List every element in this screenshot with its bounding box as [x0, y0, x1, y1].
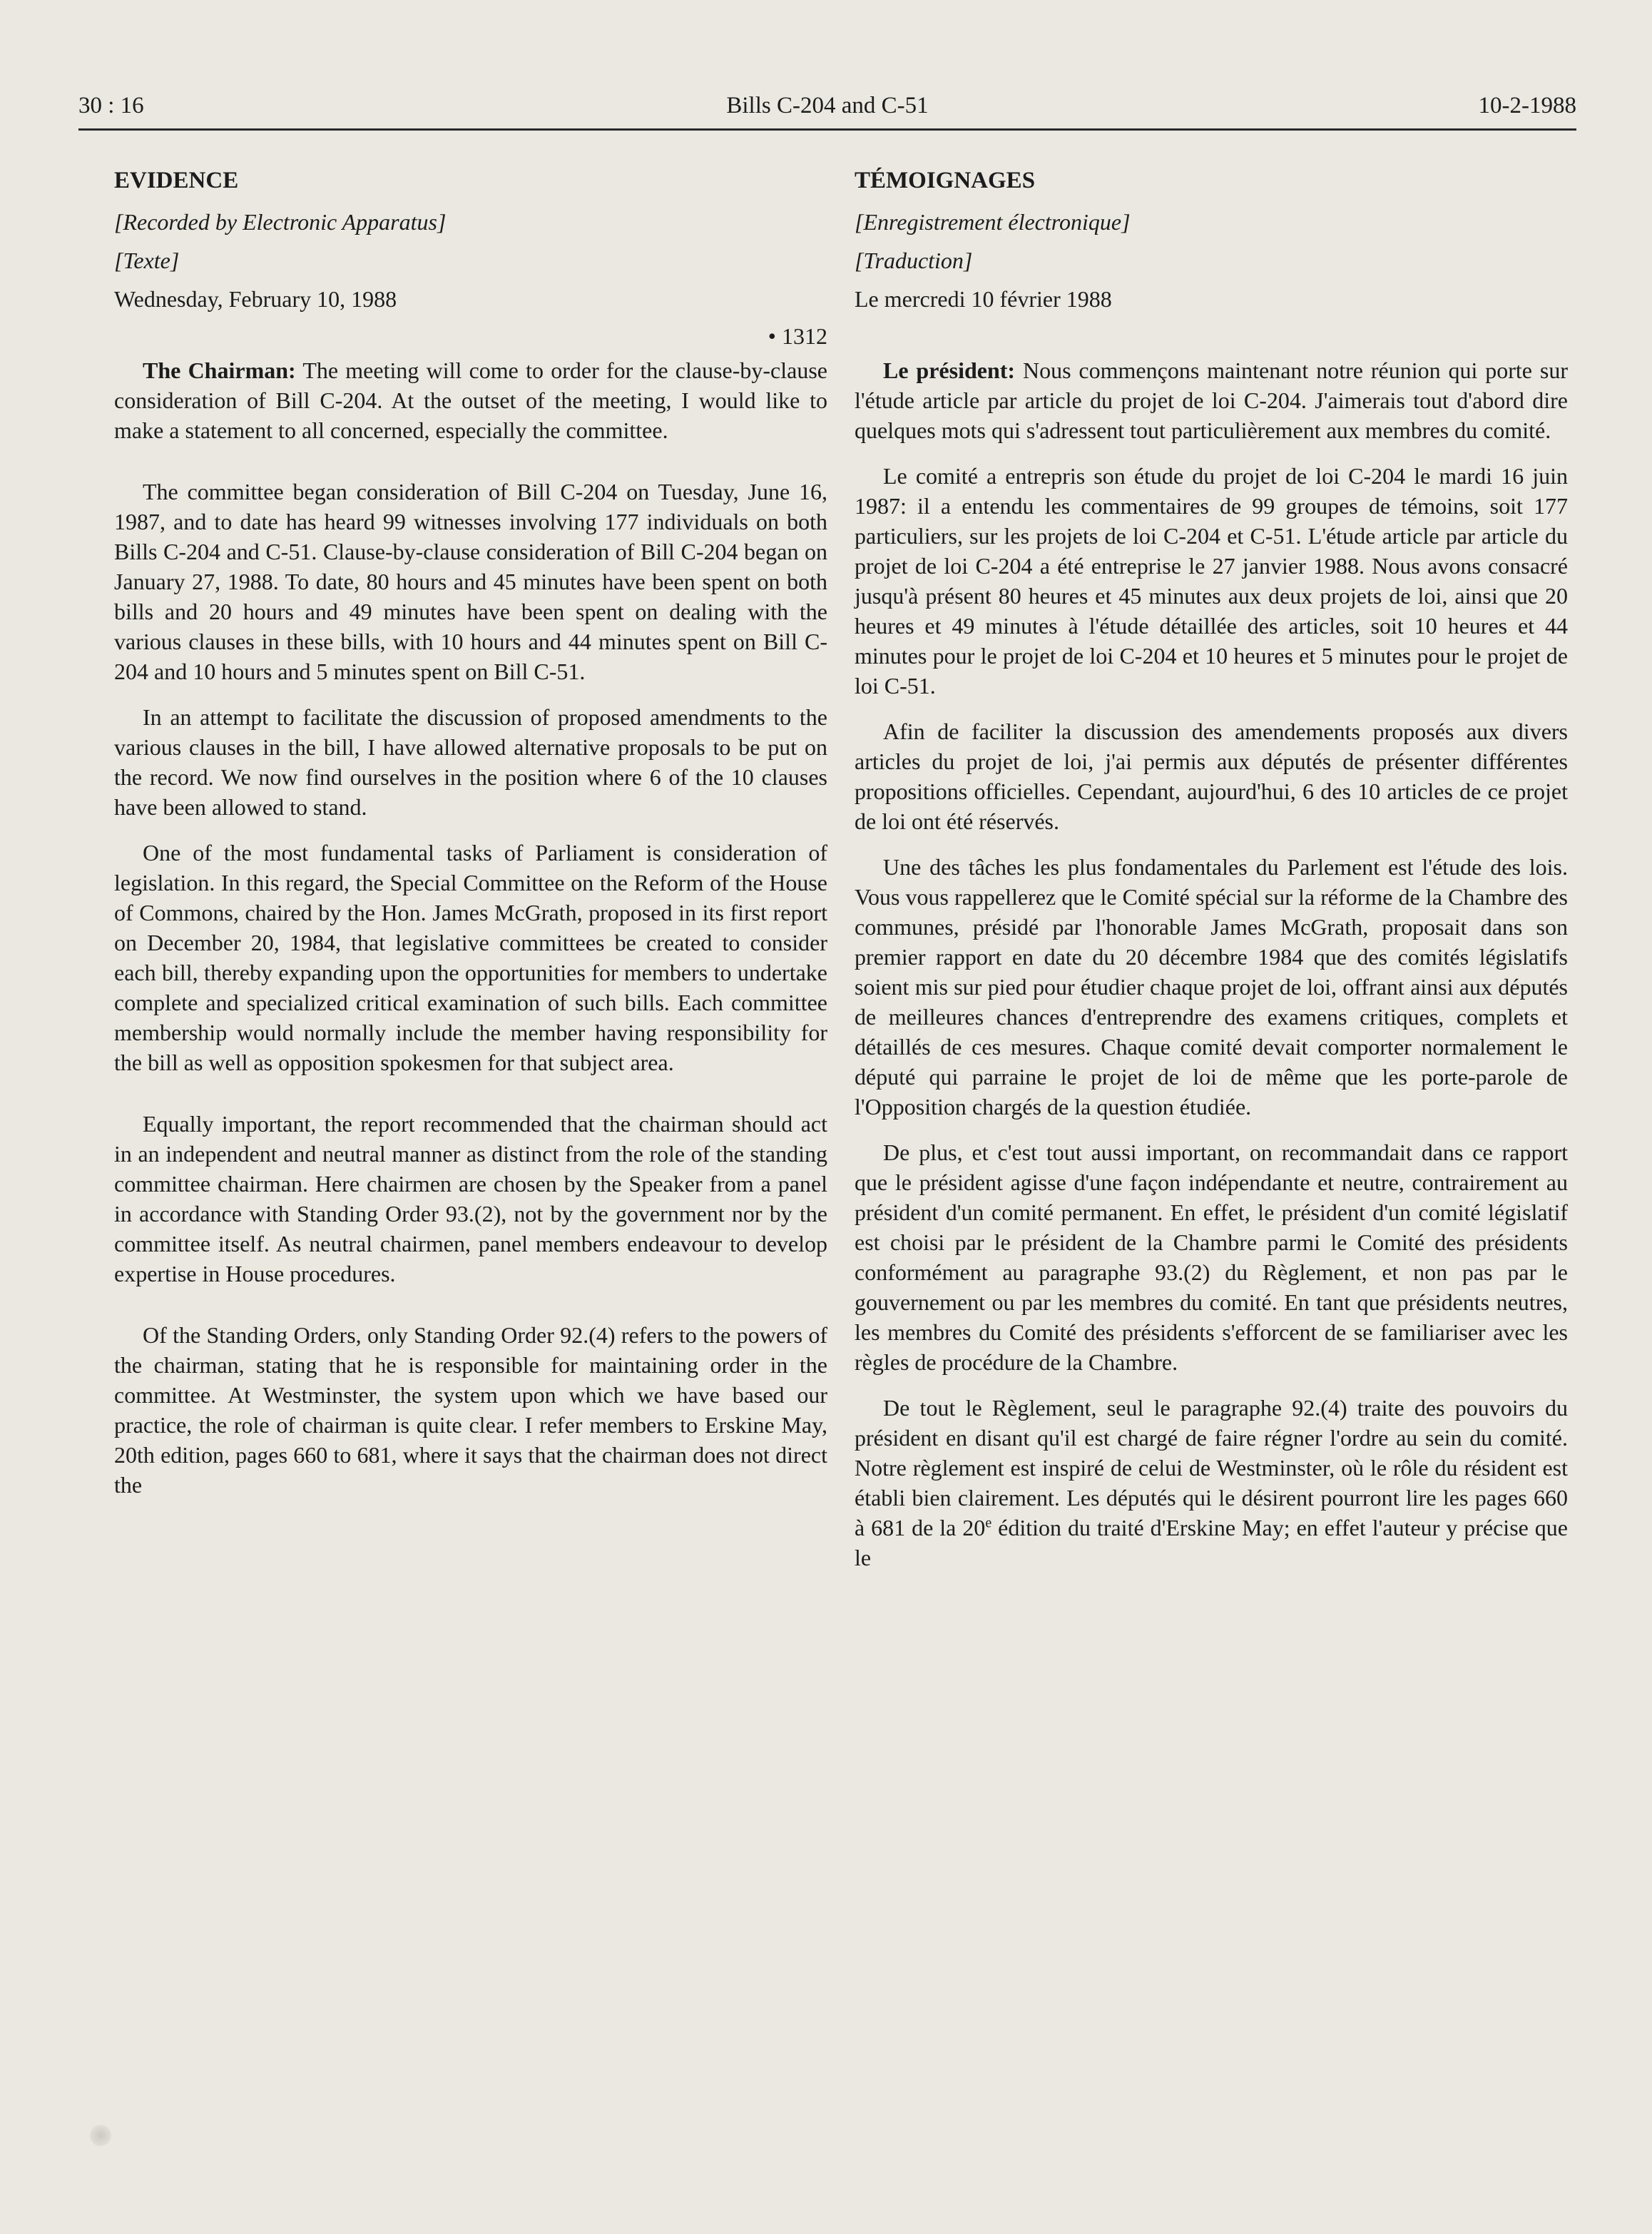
speaker-name: Le président:	[883, 357, 1016, 383]
header-date: 10-2-1988	[1478, 93, 1576, 118]
sitting-date: Le mercredi 10 février 1988	[855, 286, 1112, 312]
text-tag: [Texte]	[114, 248, 180, 273]
page-reference: 30 : 16	[78, 93, 144, 118]
text-tag: [Traduction]	[855, 248, 973, 273]
superscript: e	[985, 1515, 992, 1531]
english-column	[114, 166, 827, 1515]
recording-note: [Recorded by Electronic Apparatus]	[114, 209, 447, 235]
paragraph: One of the most fundamental tasks of Parliament is consideration of legislation. In this regard, the Special Committee on the Reform of the House of Commons, chaired by the Hon. James McGrath, proposed in its first report on December 20, 1984, that legislative committees be created to consider each bill, thereby expanding upon the opportunities for members to undertake complete and specialized critical examination of such bills. Each committee membership would normally include the member having responsibility for the bill as well as opposition spokesmen for that subject area.	[114, 840, 827, 1075]
timecode: • 1312	[768, 323, 827, 349]
recording-note: [Enregistrement électronique]	[855, 209, 1131, 235]
paragraph: Afin de faciliter la discussion des amendements proposés aux divers articles du projet de loi, j'ai permis aux députés de présenter différentes propositions officielles. Cependant, aujourd'hui, 6 des 10 articles de ce projet de loi ont été réservés.	[855, 719, 1568, 834]
paragraph: Equally important, the report recommended that the chairman should act in an independent and neutral manner as distinct from the role of the standing committee chairman. Here chairmen are chosen by the Speaker from a panel in accordance with Standing Order 93.(2), not by the government nor by the committee itself. As neutral chairmen, panel members endeavour to develop expertise in House procedures.	[114, 1111, 827, 1286]
french-column	[855, 166, 1568, 1588]
paragraph: Une des tâches les plus fondamentales du Parlement est l'étude des lois. Vous vous rappellerez que le Comité spécial sur la réforme de la Chambre des communes, présidé par l'honorable James McGrath, proposait dans son premier rapport en date du 20 décembre 1984 que des comités législatifs soient mis sur pied pour étudier chaque projet de loi, offrant ainsi aux députés de meilleures chances d'entreprendre des examens critiques, complets et détaillés de ces mesures. Chaque comité devait comporter normalement le député qui parraine le projet de loi de même que les porte-parole de l'Opposition chargés de la question étudiée.	[855, 854, 1568, 1119]
scan-smudge	[90, 2125, 111, 2146]
paragraph-text: édition du traité d'Erskine May; en effet l'auteur y précise que le	[855, 1515, 1569, 1570]
header-title: Bills C-204 and C-51	[726, 93, 929, 118]
paragraph: The committee began consideration of Bill C-204 on Tuesday, June 16, 1987, and to date has heard 99 witnesses involving 177 individuals on both Bills C-204 and C-51. Clause-by-clause consideration of Bill C-204 began on January 27, 1988. To date, 80 hours and 45 minutes have been spent on both bills and 20 hours and 49 minutes have been spent on dealing with the various clauses in these bills, with 10 hours and 44 minutes spent on Bill C-204 and 10 hours and 5 minutes spent on Bill C-51.	[114, 479, 827, 684]
paragraph-text: De tout le Règlement, seul le paragraphe 92.(4) traite des pouvoirs du président en disant qu'il est chargé de faire régner l'ordre au sein du comité. Notre règlement est inspiré de celui de Westminster, où le rôle du résident est établi bien clairement. Les députés qui le désirent pourront lire les pages 660 à 681 de la 20	[855, 1395, 1568, 1540]
temoignages-heading: TÉMOIGNAGES	[855, 168, 1036, 193]
running-header	[78, 88, 1576, 131]
paragraph: Of the Standing Orders, only Standing Order 92.(4) refers to the powers of the chairman, stating that he is responsible for maintaining order in the committee. At Westminster, the system upon which we have based our practice, the role of chairman is quite clear. I refer members to Erskine May, 20th edition, pages 660 to 681, where it says that the chairman does not direct the	[114, 1322, 827, 1498]
evidence-heading: EVIDENCE	[114, 168, 239, 193]
header-rule	[78, 128, 1576, 131]
sitting-date: Wednesday, February 10, 1988	[114, 286, 397, 312]
paragraph	[114, 355, 827, 445]
paragraph: In an attempt to facilitate the discussion of proposed amendments to the various clauses in the bill, I have allowed alternative proposals to be put on the record. We now find ourselves in the position where 6 of the 10 clauses have been allowed to stand.	[114, 704, 827, 820]
paragraph: Le comité a entrepris son étude du projet de loi C-204 le mardi 16 juin 1987: il a entendu les commentaires de 99 groupes de témoins, soit 177 particuliers, sur les projets de loi C-204 et C-51. L'étude article par article du projet de loi C-204 a été entreprise le 27 janvier 1988. Nous avons consacré jusqu'à présent 80 heures et 45 minutes aux deux projets de loi, ainsi que 20 heures et 49 minutes à l'étude détaillée des articles, soit 10 heures et 44 minutes pour le projet de loi C-204 et 10 heures et 5 minutes pour le projet de loi C-51.	[855, 463, 1568, 699]
speaker-name: The Chairman:	[143, 357, 296, 383]
paragraph: De plus, et c'est tout aussi important, on recommandait dans ce rapport que le président agisse d'une façon indépendante et neutre, contrairement au président d'un comité permanent. En effet, le président d'un comité législatif est choisi par le président de la Chambre parmi le Comité des présidents conformément au paragraphe 93.(2) du Règlement, et non pas par le gouvernement ou par les membres du comité. En tant que présidents neutres, les membres du Comité des présidents s'efforcent de se familiariser avec les règles de procédure de la Chambre.	[855, 1139, 1568, 1375]
paragraph-text: Nous commençons maintenant notre réunion qui porte sur l'étude article par article du projet de loi C-204. J'aimerais tout d'abord dire quelques mots qui s'adressent tout particulièrement aux membres du comité.	[855, 357, 1569, 443]
paragraph	[855, 1393, 1568, 1573]
paragraph	[855, 355, 1568, 445]
paragraph-text: The meeting will come to order for the clause-by-clause consideration of Bill C-204. At the outset of the meeting, I would like to make a statement to all concerned, especially the committee.	[114, 357, 827, 443]
